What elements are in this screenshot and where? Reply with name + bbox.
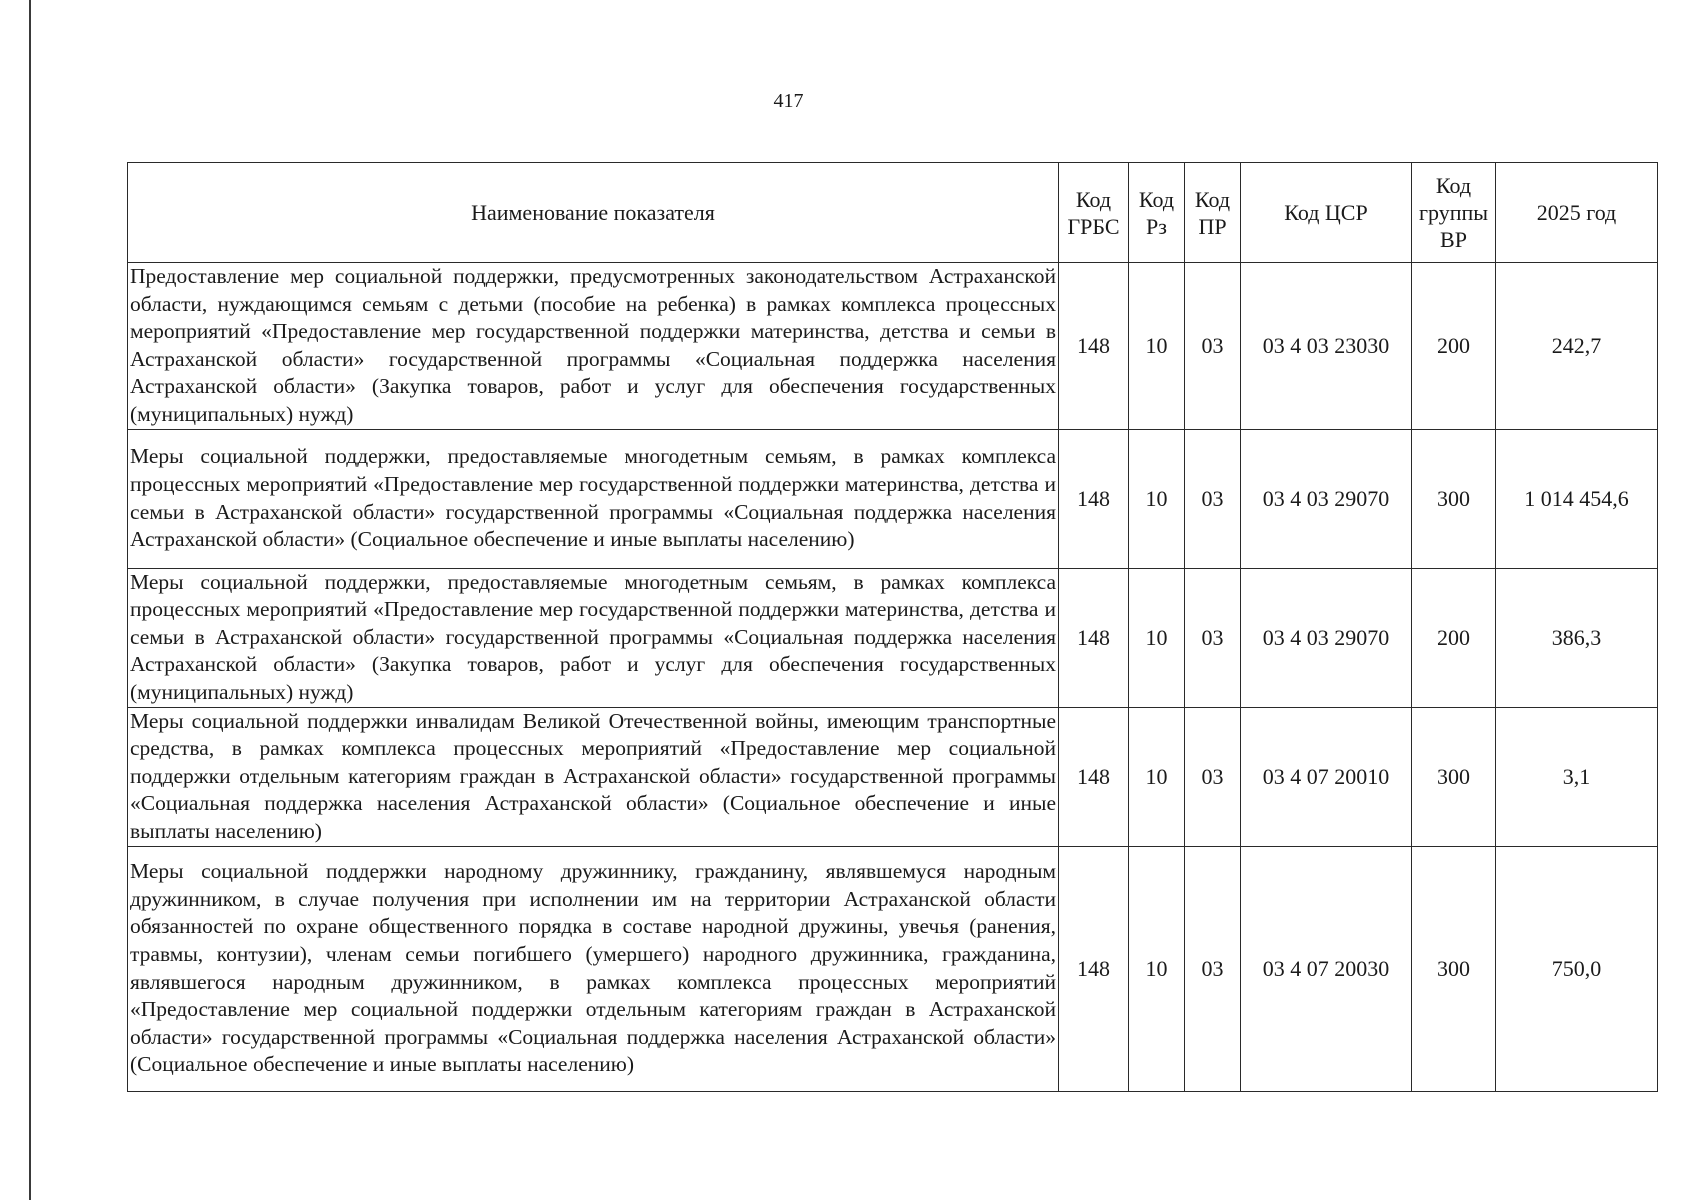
cell-vr: 200: [1412, 568, 1496, 707]
header-pr: Код ПР: [1185, 163, 1241, 263]
cell-rz: 10: [1129, 429, 1185, 568]
header-rz: Код Рз: [1129, 163, 1185, 263]
table-row: [128, 846, 1658, 1091]
header-vr: Код группы ВР: [1412, 163, 1496, 263]
cell-pr: 03: [1185, 846, 1241, 1091]
binding-margin-line: [29, 0, 31, 1200]
cell-amount: 386,3: [1496, 568, 1658, 707]
cell-vr: 300: [1412, 429, 1496, 568]
cell-pr: 03: [1185, 707, 1241, 846]
budget-table: [127, 162, 1658, 1092]
header-grbs: Код ГРБС: [1059, 163, 1129, 263]
cell-csr: 03 4 03 29070: [1241, 568, 1412, 707]
cell-csr: 03 4 03 23030: [1241, 263, 1412, 430]
cell-name: Меры социальной поддержки, предоставляемые многодетным семьям, в рамках комплекса процессных мероприятий «Предоставление мер государственной поддержки материнства, детства и семьи в Астраханской области» государственной программы «Социальная поддержка населения Астраханской области» (Социальное обеспечение и иные выплаты населению): [128, 429, 1059, 568]
table-row: [128, 707, 1658, 846]
cell-grbs: 148: [1059, 846, 1129, 1091]
cell-amount: 750,0: [1496, 846, 1658, 1091]
cell-vr: 200: [1412, 263, 1496, 430]
cell-rz: 10: [1129, 568, 1185, 707]
cell-rz: 10: [1129, 263, 1185, 430]
header-year: 2025 год: [1496, 163, 1658, 263]
table-row: [128, 263, 1658, 430]
cell-grbs: 148: [1059, 568, 1129, 707]
cell-vr: 300: [1412, 707, 1496, 846]
cell-amount: 3,1: [1496, 707, 1658, 846]
table-row: [128, 429, 1658, 568]
cell-pr: 03: [1185, 263, 1241, 430]
page-number: 417: [773, 90, 804, 112]
table-row: [128, 568, 1658, 707]
cell-amount: 1 014 454,6: [1496, 429, 1658, 568]
cell-csr: 03 4 03 29070: [1241, 429, 1412, 568]
cell-vr: 300: [1412, 846, 1496, 1091]
cell-grbs: 148: [1059, 707, 1129, 846]
cell-pr: 03: [1185, 429, 1241, 568]
cell-name: Меры социальной поддержки инвалидам Великой Отечественной войны, имеющим транспортные средства, в рамках комплекса процессных мероприятий «Предоставление мер социальной поддержки отдельным категориям граждан в Астраханской области» государственной программы «Социальная поддержка населения Астраханской области» (Социальное обеспечение и иные выплаты населению): [128, 707, 1059, 846]
cell-rz: 10: [1129, 846, 1185, 1091]
cell-name: Меры социальной поддержки народному дружиннику, гражданину, являвшемуся народным дружинником, в случае получения при исполнении им на территории Астраханской области обязанностей по охране общественного порядка в составе народной дружины, увечья (ранения, травмы, контузии), членам семьи погибшего (умершего) народного дружинника, гражданина, являвшегося народным дружинником, в рамках комплекса процессных мероприятий «Предоставление мер социальной поддержки отдельным категориям граждан в Астраханской области» государственной программы «Социальная поддержка населения Астраханской области» (Социальное обеспечение и иные выплаты населению): [128, 846, 1059, 1091]
cell-rz: 10: [1129, 707, 1185, 846]
cell-name: Предоставление мер социальной поддержки, предусмотренных законодательством Астраханской области, нуждающимся семьям с детьми (пособие на ребенка) в рамках комплекса процессных мероприятий «Предоставление мер государственной поддержки материнства, детства и семьи в Астраханской области» государственной программы «Социальная поддержка населения Астраханской области» (Закупка товаров, работ и услуг для обеспечения государственных (муниципальных) нужд): [128, 263, 1059, 430]
cell-pr: 03: [1185, 568, 1241, 707]
cell-name: Меры социальной поддержки, предоставляемые многодетным семьям, в рамках комплекса процессных мероприятий «Предоставление мер государственной поддержки материнства, детства и семьи в Астраханской области» государственной программы «Социальная поддержка населения Астраханской области» (Закупка товаров, работ и услуг для обеспечения государственных (муниципальных) нужд): [128, 568, 1059, 707]
cell-grbs: 148: [1059, 263, 1129, 430]
cell-csr: 03 4 07 20030: [1241, 846, 1412, 1091]
cell-csr: 03 4 07 20010: [1241, 707, 1412, 846]
cell-grbs: 148: [1059, 429, 1129, 568]
header-csr: Код ЦСР: [1241, 163, 1412, 263]
cell-amount: 242,7: [1496, 263, 1658, 430]
header-name: Наименование показателя: [128, 163, 1059, 263]
table-header-row: [128, 163, 1658, 263]
